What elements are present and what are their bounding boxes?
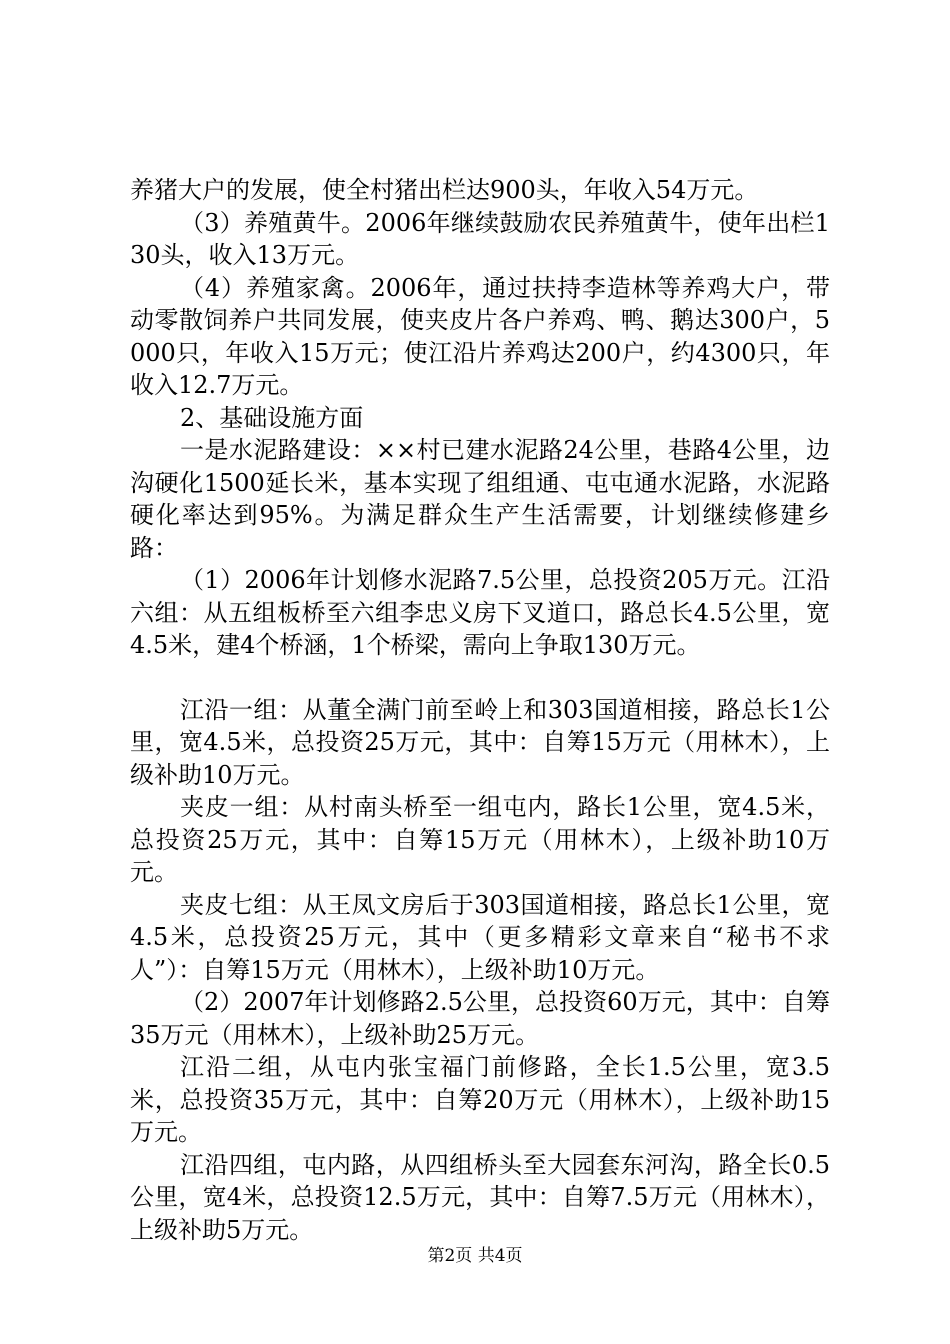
paragraph-jiangyan-group-4: 江沿四组，屯内路，从四组桥头至大园套东河沟，路全长0.5公里，宽4米，总投资12.5万元，其中：自筹7.5万元（用林木），上级补助5万元。 bbox=[130, 1150, 830, 1244]
paragraph-jiangyan-group-2: 江沿二组，从屯内张宝福门前修路，全长1.5公里，宽3.5米，总投资35万元，其中：自筹20万元（用林木），上级补助15万元。 bbox=[130, 1053, 830, 1146]
paragraph-jiapi-group-7: 夹皮七组：从王凤文房后于303国道相接，路总长1公里，宽4.5米，总投资25万元，其中（更多精彩文章来自“秘书不求人”）：自筹15万元（用林木），上级补助10万元。 bbox=[130, 890, 830, 984]
paragraph-poultry: （4）养殖家禽。2006年，通过扶持李造林等养鸡大户，带动零散饲养户共同发展，使夹皮片各户养鸡、鸭、鹅达300户，5000只，年收入15万元；使江沿片养鸡达200户，约4300只，年收入12.7万元。 bbox=[130, 273, 830, 399]
paragraph-cement-road: 一是水泥路建设：××村已建水泥路24公里，巷路4公里，边沟硬化1500延长米，基本实现了组组通、屯屯通水泥路，水泥路硬化率达到95%。为满足群众生产生活需要，计划继续修建乡路： bbox=[130, 436, 830, 562]
paragraph-jiangyan-group-1: 江沿一组：从董全满门前至岭上和303国道相接，路总长1公里，宽4.5米，总投资25万元，其中：自筹15万元（用林木），上级补助10万元。 bbox=[130, 695, 830, 789]
page-number-footer: 第2页 共4页 bbox=[427, 1246, 523, 1266]
section-heading-infrastructure: 2、基础设施方面 bbox=[180, 403, 364, 432]
paragraph-plan-2006: （1）2006年计划修水泥路7.5公里，总投资205万元。江沿六组：从五组板桥至六组李忠义房下叉道口，路总长4.5公里，宽4.5米，建4个桥涵，1个桥梁，需向上争取130万元。 bbox=[130, 566, 830, 659]
paragraph-jiapi-group-1: 夹皮一组：从村南头桥至一组屯内，路长1公里，宽4.5米，总投资25万元，其中：自筹15万元（用林木），上级补助10万元。 bbox=[130, 793, 830, 886]
paragraph-gap bbox=[130, 662, 830, 694]
paragraph-pig-farming: 养猪大户的发展，使全村猪出栏达900头，年收入54万元。 bbox=[130, 176, 759, 204]
paragraph-cattle: （3）养殖黄牛。2006年继续鼓励农民养殖黄牛，使年出栏130头，收入13万元。 bbox=[130, 208, 830, 269]
document-body bbox=[130, 174, 830, 1246]
paragraph-plan-2007: （2）2007年计划修路2.5公里，总投资60万元，其中：自筹35万元（用林木），上级补助25万元。 bbox=[130, 988, 830, 1049]
